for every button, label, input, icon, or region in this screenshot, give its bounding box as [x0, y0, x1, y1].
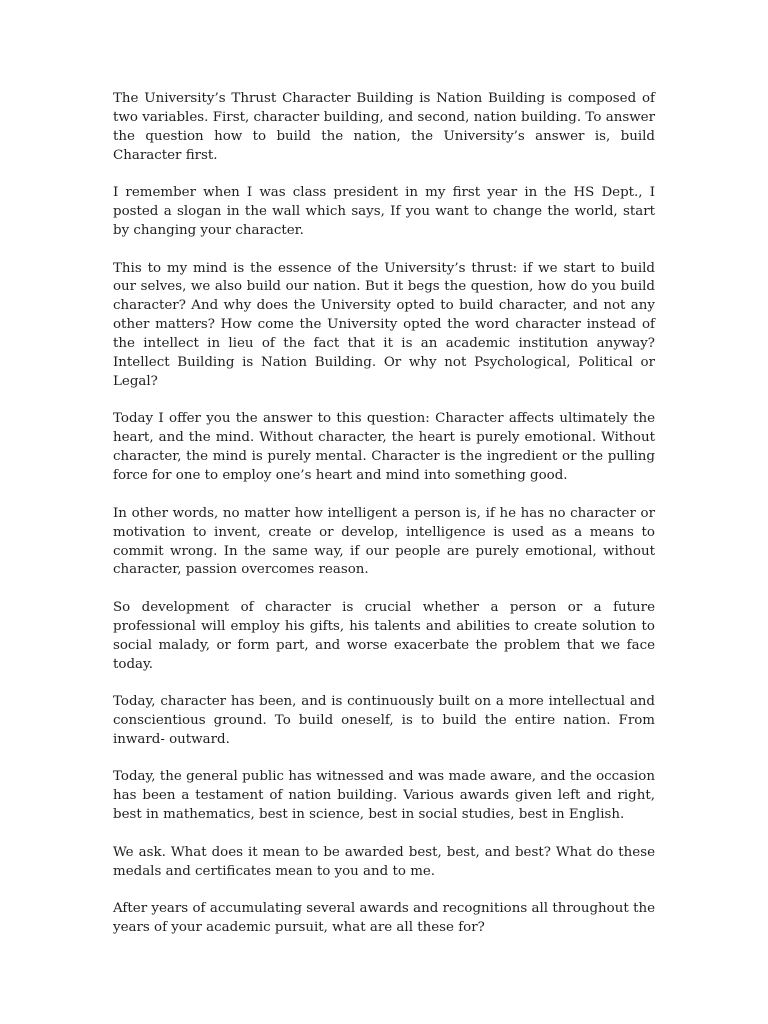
paragraph-thrust: The University’s Thrust Character Building is Nation Building is composed of two variables. First, character building, and second, nation building. To answer the question how to build the nation, the University’s answer is, build Character first. — [113, 91, 655, 163]
paragraph-answer: Today I offer you the answer to this question: Character affects ultimately the heart, and the mind. Without character, the heart is purely emotional. Without character, the mind is purely mental. Character is the ingredient or the pulling force for one to employ one’s heart and mind into something good. — [113, 411, 655, 484]
paragraph-other-words: In other words, no matter how intelligent a person is, if he has no character or motivation to invent, create or develop, intelligence is used as a means to commit wrong. In the same way, if our people are purely emotional, without character, passion overcomes reason. — [113, 505, 655, 578]
paragraph-general-public: Today, the general public has witnessed and was made aware, and the occasion has been a testament of nation building. Various awards given left and right, best in mathematics, best in science, best in social studies, best in English. — [113, 769, 655, 823]
paragraph-class-president: I remember when I was class president in my first year in the HS Dept., I posted a slogan in the wall which says, If you want to change the world, start by changing your character. — [113, 185, 655, 239]
paragraph-we-ask: We ask. What does it mean to be awarded best, best, and best? What do these medals and certificates mean to you and to me. — [113, 844, 655, 879]
paragraph-after-years: After years of accumulating several awards and recognitions all throughout the years of your academic pursuit, what are all these for? — [113, 901, 655, 936]
document-page — [113, 90, 655, 957]
paragraph-continuously-built: Today, character has been, and is continuously built on a more intellectual and conscientious ground. To build oneself, is to build the entire nation. From inward- outward. — [113, 694, 655, 747]
paragraph-development: So development of character is crucial whether a person or a future professional will employ his gifts, his talents and abilities to create solution to social malady, or form part, and worse exacerbate the problem that we face today. — [113, 599, 655, 672]
paragraph-essence: This to my mind is the essence of the University’s thrust: if we start to build our selves, we also build our nation. But it begs the question, how do you build character? And why does the University opted to build character, and not any other matters? How come the University opted the word character instead of the intellect in lieu of the fact that it is an academic institution anyway? Intellect Building is Nation Building. Or why not Psychological, Political or Legal? — [113, 260, 655, 389]
